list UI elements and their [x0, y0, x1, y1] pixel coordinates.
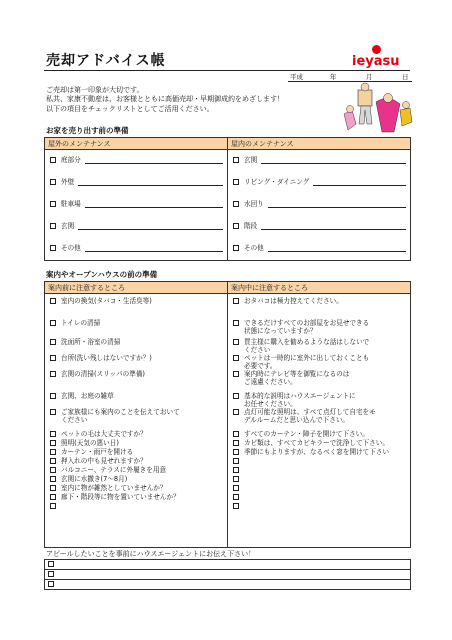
item-label: 点灯可能な照明は、すべて点灯して自宅をモ デルルームだと思い込んで下さい。	[244, 408, 376, 424]
list-item[interactable]	[228, 439, 410, 448]
checkbox[interactable]	[233, 355, 239, 361]
list-item[interactable]	[228, 354, 410, 370]
checkbox[interactable]	[233, 503, 239, 509]
checkbox[interactable]	[233, 223, 239, 229]
list-item[interactable]	[228, 370, 410, 392]
write-line[interactable]	[85, 244, 223, 252]
checkbox[interactable]	[233, 339, 239, 345]
item-label: 廊下・階段等に物を置いていませんか？	[61, 493, 180, 501]
write-line[interactable]	[261, 222, 406, 230]
checkbox[interactable]	[233, 320, 239, 326]
checkbox[interactable]	[48, 571, 54, 577]
checkbox[interactable]	[50, 179, 56, 185]
intro-text	[46, 86, 284, 114]
item-label: 案内時にテレビ等を御覧になるのは ご遠慮ください。	[244, 370, 350, 386]
list-item[interactable]	[228, 475, 410, 484]
item-label: 買主様に購入を勧めるような話はしないで ください	[244, 338, 370, 354]
list-item[interactable]	[228, 484, 410, 493]
during-showing-column	[228, 294, 411, 548]
item-label: 押入れの中も見せれますか？	[61, 457, 147, 465]
checkbox[interactable]	[233, 440, 239, 446]
maintenance-table	[44, 137, 411, 261]
checkbox[interactable]	[50, 440, 56, 446]
list-item[interactable]	[45, 370, 227, 392]
checkbox[interactable]	[50, 409, 56, 415]
checkbox[interactable]	[233, 485, 239, 491]
appeal-row[interactable]	[45, 570, 411, 580]
checkbox[interactable]	[50, 320, 56, 326]
checkbox[interactable]	[233, 449, 239, 455]
checkbox[interactable]	[233, 431, 239, 437]
item-label: カビ類は、すべてカビキラーで洗浄して下さい。	[244, 439, 389, 447]
write-line[interactable]	[85, 200, 223, 208]
checkbox[interactable]	[50, 431, 56, 437]
checkbox[interactable]	[48, 581, 54, 587]
appeal-row[interactable]	[45, 580, 411, 590]
during-showing-header: 案内中に注意するところ	[228, 282, 411, 294]
list-item[interactable]	[45, 493, 227, 502]
item-label: 季節にもよりますが、なるべく窓を開けて下さい	[244, 448, 390, 456]
list-item[interactable]	[45, 484, 227, 493]
item-label: カーテン・雨戸を開ける	[61, 448, 134, 456]
item-label: トイレの清掃	[61, 319, 101, 327]
item-label: 洗面所・浴室の清掃	[61, 338, 121, 346]
write-line[interactable]	[268, 200, 406, 208]
checkbox[interactable]	[50, 371, 56, 377]
list-item[interactable]: 駐車場	[45, 200, 227, 222]
checkbox[interactable]	[50, 157, 56, 163]
list-item[interactable]: その他	[228, 244, 410, 260]
item-label: ペットは一時的に室外に出しておくことも 必要です。	[244, 354, 370, 370]
section2-title: 案内やオープンハウスの前の準備	[46, 270, 158, 279]
checkbox[interactable]	[50, 476, 56, 482]
item-label: 台所(洗い残しはないですか？)	[61, 354, 152, 362]
list-item[interactable]	[45, 354, 227, 370]
write-line[interactable]	[78, 222, 223, 230]
item-label: 玄関の清掃(スリッパの準備)	[61, 370, 146, 378]
list-item[interactable]	[228, 408, 410, 430]
list-item[interactable]	[45, 392, 227, 408]
logo-dot-icon	[372, 45, 381, 54]
list-item[interactable]: 階段	[228, 222, 410, 244]
page-title: 売却アドバイス帳	[46, 53, 166, 69]
list-item[interactable]	[45, 466, 227, 475]
list-item[interactable]	[228, 430, 410, 439]
checkbox[interactable]	[50, 223, 56, 229]
list-item[interactable]	[228, 466, 410, 475]
list-item[interactable]: リビング・ダイニング	[228, 178, 410, 200]
list-item[interactable]: 玄関	[45, 222, 227, 244]
ieyasu-logo	[352, 45, 416, 71]
date-year: 年	[330, 73, 337, 81]
checkbox[interactable]	[233, 393, 239, 399]
checkbox[interactable]	[233, 458, 239, 464]
item-label: バルコニー、テラスに外履きを用意	[61, 466, 167, 474]
item-label: すべてのカーテン・障子を開けて下さい。	[244, 430, 369, 438]
list-item[interactable]	[45, 430, 227, 439]
list-item[interactable]	[228, 297, 410, 319]
intro-line: ご売却は第一印象が大切です。	[46, 86, 144, 94]
indoor-header: 屋内のメンテナンス	[228, 138, 411, 150]
list-item[interactable]	[45, 457, 227, 466]
list-item[interactable]: 庭部分	[45, 156, 227, 178]
list-item[interactable]	[45, 475, 227, 484]
list-item[interactable]: 玄関	[228, 156, 410, 178]
date-day: 日	[402, 73, 409, 81]
list-item[interactable]	[45, 319, 227, 338]
item-label: 照明(天気の悪い日)	[61, 439, 119, 447]
item-label: 室内の換気(タバコ・生活臭等)	[61, 297, 152, 305]
checkbox[interactable]	[233, 157, 239, 163]
item-label: 室内に物が雑然としていませんか？	[61, 484, 167, 492]
intro-line: 以下の項目をチェックリストとしてご活用ください。	[46, 104, 214, 113]
appeal-row[interactable]	[45, 560, 411, 570]
appeal-table	[44, 559, 411, 590]
checkbox[interactable]	[233, 409, 239, 415]
checkbox[interactable]	[50, 503, 56, 509]
checkbox[interactable]	[50, 393, 56, 399]
list-item[interactable]: 水回り	[228, 200, 410, 222]
list-item[interactable]	[45, 338, 227, 354]
checkbox[interactable]	[50, 298, 56, 304]
list-item[interactable]	[45, 448, 227, 457]
showing-table	[44, 281, 411, 548]
section1-title: お家を売り出す前の準備	[46, 126, 129, 135]
section3-title: アピールしたいことを事前にハウスエージェントにお伝え下さい！	[46, 550, 256, 558]
before-showing-column	[45, 294, 228, 548]
checkbox[interactable]	[50, 449, 56, 455]
checkbox[interactable]	[50, 467, 56, 473]
checkbox[interactable]	[233, 476, 239, 482]
write-line[interactable]	[78, 178, 223, 186]
outdoor-column	[45, 150, 228, 261]
checkbox[interactable]	[50, 485, 56, 491]
item-label: 玄関、お庭の雑草	[61, 392, 114, 400]
item-label: 玄関に水撒き(7～8月)	[61, 475, 128, 483]
list-item[interactable]	[228, 338, 410, 354]
list-item[interactable]	[228, 457, 410, 466]
checkbox[interactable]	[233, 201, 239, 207]
indoor-column	[228, 150, 411, 261]
before-showing-header: 案内前に注意するところ	[45, 282, 228, 294]
write-line[interactable]	[85, 156, 223, 164]
list-item[interactable]: 外壁	[45, 178, 227, 200]
checkbox[interactable]	[50, 339, 56, 345]
family-illustration	[342, 80, 414, 140]
checkbox[interactable]	[233, 245, 239, 251]
list-item[interactable]	[228, 319, 410, 338]
logo-text: ieyasu	[352, 54, 400, 69]
list-item[interactable]	[45, 502, 227, 511]
intro-line: 私共、家康不動産は、お客様とともに高価売却・早期御成約をめざします！	[46, 95, 284, 104]
checkbox[interactable]	[50, 494, 56, 500]
list-item[interactable]	[228, 502, 410, 511]
item-label: ペットの毛は大丈夫ですか？	[61, 430, 147, 438]
list-item[interactable]	[228, 448, 410, 457]
item-label: おタバコは極力控えてください。	[244, 297, 343, 305]
item-label: できるだけすべてのお部屋をお見せできる 状態になっていますか？	[244, 319, 370, 335]
checkbox[interactable]	[48, 561, 54, 567]
checkbox[interactable]	[50, 458, 56, 464]
checkbox[interactable]	[50, 245, 56, 251]
item-label: ご家族様にも案内のことを伝えておいて ください	[61, 408, 180, 424]
date-month: 月	[366, 73, 373, 81]
list-item[interactable]	[228, 392, 410, 408]
checkbox[interactable]	[233, 467, 239, 473]
checkbox[interactable]	[50, 355, 56, 361]
checkbox[interactable]	[233, 179, 239, 185]
outdoor-header: 屋外のメンテナンス	[45, 138, 228, 150]
checkbox[interactable]	[233, 494, 239, 500]
list-item[interactable]	[228, 493, 410, 502]
write-line[interactable]	[261, 156, 406, 164]
item-label: 基本的な説明はハウスエージェントに お任せください。	[244, 392, 356, 408]
list-item[interactable]	[45, 408, 227, 430]
list-item[interactable]	[45, 439, 227, 448]
checkbox[interactable]	[233, 298, 239, 304]
date-era: 平成	[290, 73, 303, 81]
write-line[interactable]	[268, 244, 406, 252]
checkbox[interactable]	[233, 371, 239, 377]
write-line[interactable]	[313, 178, 406, 186]
list-item[interactable]	[45, 297, 227, 319]
list-item[interactable]: その他	[45, 244, 227, 260]
checkbox[interactable]	[50, 201, 56, 207]
